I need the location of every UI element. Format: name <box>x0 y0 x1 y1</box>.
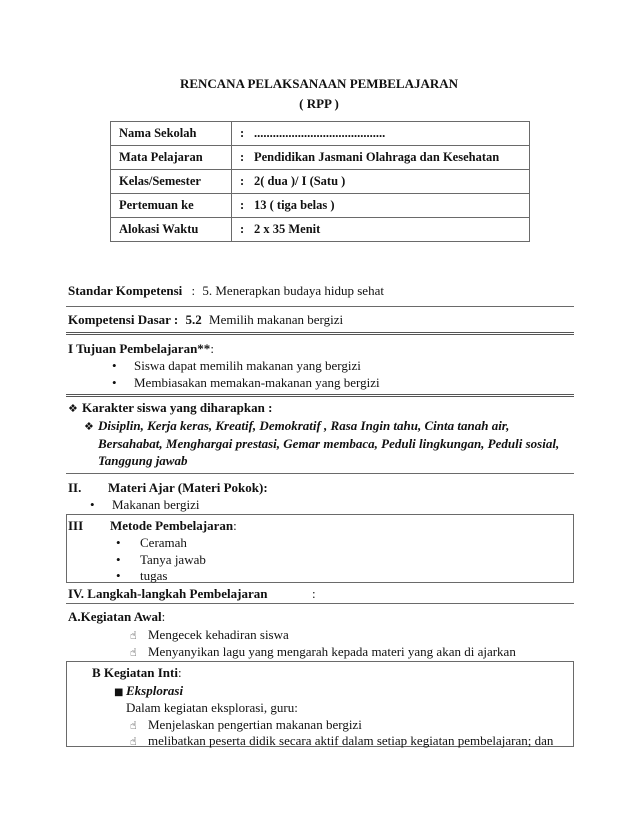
awal-colon: : <box>161 609 166 624</box>
info-value: 2 x 35 Menit <box>254 222 321 236</box>
langkah-label: IV. Langkah-langkah Pembelajaran <box>68 586 268 601</box>
info-value: .......................................... <box>254 126 386 140</box>
metode-colon: : <box>233 518 237 533</box>
identity-table <box>110 121 530 242</box>
info-colon: : <box>240 174 245 188</box>
divider <box>66 306 574 307</box>
karakter-text: Disiplin, Kerja keras, Kreatif, Demokratif , Rasa Ingin tahu, Cinta tanah air, <box>98 418 510 433</box>
info-colon: : <box>240 222 245 236</box>
info-value-cell <box>232 194 530 218</box>
diamond-bullet-icon: ❖ <box>68 402 78 415</box>
awal-heading <box>68 609 165 625</box>
inti-sub <box>114 683 183 701</box>
divider <box>66 332 574 335</box>
divider <box>66 603 574 604</box>
info-value-cell <box>232 170 530 194</box>
materi-label: Materi Ajar (Materi Pokok): <box>108 480 268 495</box>
list-item <box>116 552 206 568</box>
metode-label: Metode Pembelajaran <box>110 518 234 533</box>
standar-text: 5. Menerapkan budaya hidup sehat <box>202 283 384 298</box>
inti-item: melibatkan peserta didik secara aktif dalam setiap kegiatan pembelajaran; dan <box>148 733 554 748</box>
info-label: Alokasi Waktu <box>111 218 232 242</box>
inti-item: Menjelaskan pengertian makanan bergizi <box>148 717 362 732</box>
kompetensi-text: Memilih makanan bergizi <box>209 312 344 327</box>
awal-label: A.Kegiatan Awal <box>68 609 162 624</box>
karakter-line <box>98 453 187 469</box>
metode-item: Tanya jawab <box>140 552 206 567</box>
inti-sub-label: Eksplorasi <box>126 683 184 698</box>
document-subtitle: ( RPP ) <box>299 96 339 111</box>
tujuan-label: I Tujuan Pembelajaran** <box>68 341 211 356</box>
inti-colon: : <box>177 665 182 680</box>
info-value-cell <box>232 122 530 146</box>
info-value-cell <box>232 218 530 242</box>
info-label: Nama Sekolah <box>111 122 232 146</box>
metode-num: III <box>68 518 84 533</box>
karakter-text: Bersahabat, Menghargai prestasi, Gemar membaca, Peduli lingkungan, Peduli sosial, <box>98 436 560 451</box>
info-value: 13 ( tiga belas ) <box>254 198 335 212</box>
bullet-icon: • <box>112 375 117 390</box>
table-row <box>111 218 530 242</box>
document-title: RENCANA PELAKSANAAN PEMBELAJARAN <box>179 76 459 91</box>
square-bullet-icon: ■ <box>114 687 124 698</box>
list-item <box>116 535 187 551</box>
bullet-icon: • <box>116 568 121 583</box>
materi-num: II. <box>68 480 82 495</box>
tujuan-heading <box>68 341 214 357</box>
karakter-line <box>98 436 559 452</box>
info-label: Mata Pelajaran <box>111 146 232 170</box>
table-row <box>111 194 530 218</box>
inti-heading <box>92 665 182 681</box>
standar-label: Standar Kompetensi <box>68 283 183 298</box>
divider <box>66 473 574 474</box>
info-colon: : <box>240 150 245 164</box>
kompetensi-label: Kompetensi Dasar : <box>68 312 179 327</box>
awal-item: Menyanyikan lagu yang mengarah kepada materi yang akan di ajarkan <box>148 644 516 659</box>
info-value: Pendidikan Jasmani Olahraga dan Kesehatan <box>254 150 500 164</box>
karakter-heading <box>68 400 272 417</box>
info-label: Kelas/Semester <box>111 170 232 194</box>
inti-label: B Kegiatan Inti <box>92 665 178 680</box>
list-item <box>130 733 553 750</box>
tujuan-item: Siswa dapat memilih makanan yang bergizi <box>134 358 361 373</box>
bullet-icon: • <box>116 535 121 550</box>
hand-pointer-icon: ☝ <box>130 735 137 748</box>
materi-heading <box>68 480 268 496</box>
karakter-line <box>84 418 509 435</box>
info-colon: : <box>240 198 245 212</box>
inti-intro: Dalam kegiatan eksplorasi, guru: <box>126 700 298 715</box>
tujuan-colon: : <box>210 341 214 356</box>
list-item <box>130 644 516 661</box>
hand-pointer-icon: ☝ <box>130 629 137 642</box>
info-value-cell <box>232 146 530 170</box>
hand-pointer-icon: ☝ <box>130 646 137 659</box>
langkah-colon: : <box>312 586 316 601</box>
bullet-icon: • <box>112 358 117 373</box>
karakter-text: Tanggung jawab <box>98 453 188 468</box>
list-item <box>112 375 380 391</box>
list-item <box>116 568 167 584</box>
langkah-heading <box>68 586 268 602</box>
standar-kompetensi <box>68 283 384 299</box>
table-row <box>111 170 530 194</box>
awal-item: Mengecek kehadiran siswa <box>148 627 289 642</box>
kompetensi-dasar <box>68 312 343 328</box>
list-item <box>130 717 362 734</box>
table-row <box>111 122 530 146</box>
standar-sep: : <box>191 283 196 298</box>
info-value: 2( dua )/ I (Satu ) <box>254 174 346 188</box>
metode-heading <box>68 518 237 534</box>
list-item <box>112 358 361 374</box>
diamond-bullet-icon: ❖ <box>84 420 94 433</box>
divider <box>66 394 574 397</box>
kompetensi-code: 5.2 <box>185 312 202 327</box>
metode-item: Ceramah <box>140 535 187 550</box>
list-item <box>130 627 289 644</box>
info-label: Pertemuan ke <box>111 194 232 218</box>
materi-item: Makanan bergizi <box>112 497 200 512</box>
list-item <box>90 497 199 513</box>
tujuan-item: Membiasakan memakan-makanan yang bergizi <box>134 375 380 390</box>
karakter-label: Karakter siswa yang diharapkan : <box>82 400 273 415</box>
bullet-icon: • <box>90 497 95 512</box>
table-row <box>111 146 530 170</box>
hand-pointer-icon: ☝ <box>130 719 137 732</box>
metode-item: tugas <box>140 568 168 583</box>
info-colon: : <box>240 126 245 140</box>
bullet-icon: • <box>116 552 121 567</box>
